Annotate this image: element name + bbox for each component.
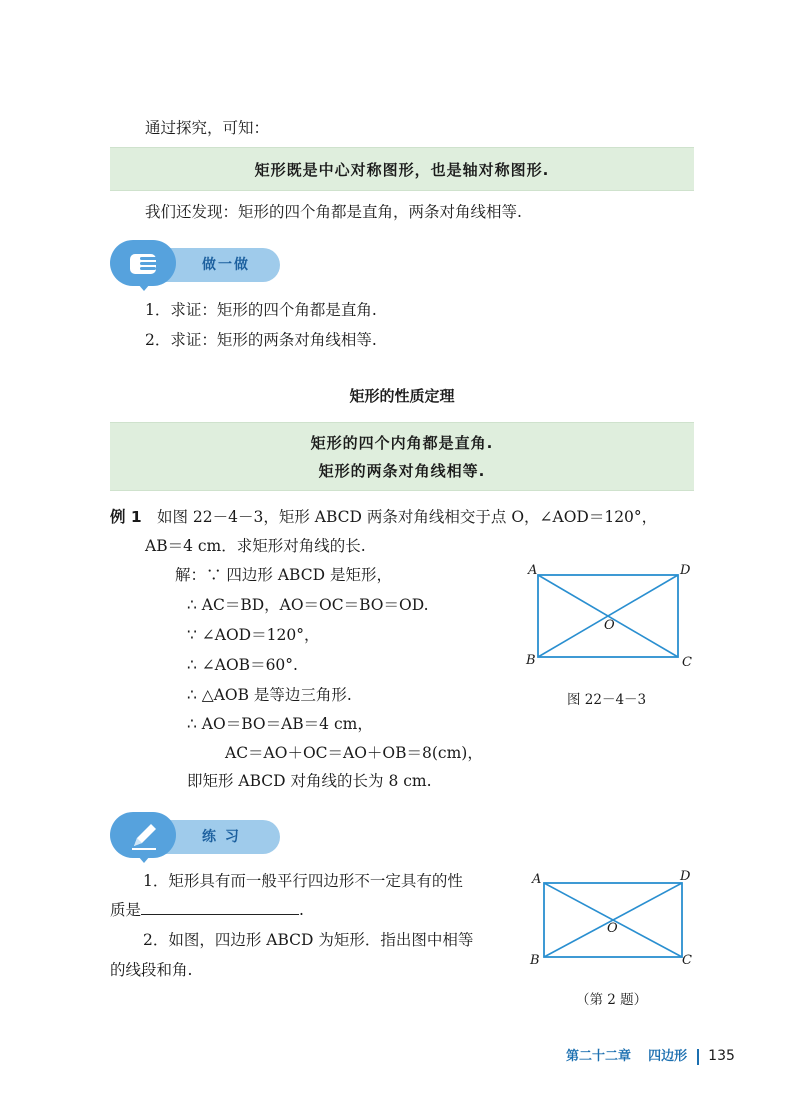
practice-q1-line-1: 1．矩形具有而一般平行四边形不一定具有的性 <box>143 872 463 890</box>
page-footer <box>566 1045 735 1065</box>
practice-q2-line-2: 的线段和角. <box>110 961 193 979</box>
answer-blank[interactable] <box>141 900 299 915</box>
figure1-label-c: C <box>682 655 692 670</box>
hand-icon <box>126 248 162 278</box>
badge-pointer <box>138 856 150 863</box>
activity-label: 做一做 <box>202 257 250 273</box>
example-label: 例 1 <box>110 508 142 526</box>
solution-line-1: 解：∵ 四边形 ABCD 是矩形， <box>175 566 392 584</box>
practice-q1-line-2 <box>110 899 304 921</box>
theorem-line-2: 矩形的两条对角线相等. <box>318 462 486 480</box>
practice-q1-prefix: 质是 <box>110 901 142 919</box>
pencil-icon <box>128 818 160 852</box>
solution-line-3: ∵ ∠AOD＝120°， <box>187 626 320 644</box>
figure1-label-b: B <box>526 653 536 668</box>
practice-badge <box>110 812 282 864</box>
solution-line-8: 即矩形 ABCD 对角线的长为 8 cm. <box>187 772 432 790</box>
figure1-label-d: D <box>680 563 691 578</box>
rectangle-figure-2 <box>522 866 702 972</box>
badge-pointer <box>138 284 150 291</box>
figure2-caption: （第 2 题） <box>576 992 648 1008</box>
theorem-box <box>110 422 694 491</box>
figure1-label-a: A <box>528 563 538 578</box>
page-number: 135 <box>708 1048 735 1064</box>
rectangle-figure-1 <box>520 560 700 672</box>
figure2-label-b: B <box>530 953 540 968</box>
intro-text: 通过探究，可知： <box>145 119 270 137</box>
example-problem-line-2: AB＝4 cm．求矩形对角线的长. <box>145 537 366 555</box>
solution-line-2: ∴ AC＝BD，AO＝OC＝BO＝OD. <box>187 596 429 614</box>
discovery-text: 我们还发现：矩形的四个角都是直角，两条对角线相等. <box>145 203 522 221</box>
theorem-title: 矩形的性质定理 <box>349 387 455 405</box>
solution-line-7: AC＝AO＋OC＝AO＋OB＝8(cm)， <box>225 744 483 762</box>
figure1-label-o: O <box>604 618 615 633</box>
example-problem-line-1: 如图 22－4－3，矩形 ABCD 两条对角线相交于点 O，∠AOD＝120°， <box>157 508 658 526</box>
conclusion-box <box>110 147 694 191</box>
practice-label: 练 习 <box>202 829 241 845</box>
solution-line-4: ∴ ∠AOB＝60°. <box>187 656 298 674</box>
conclusion-text: 矩形既是中心对称图形，也是轴对称图形. <box>254 161 550 179</box>
practice-q2-line-1: 2．如图，四边形 ABCD 为矩形．指出图中相等 <box>143 931 474 949</box>
figure1-caption: 图 22－4－3 <box>567 692 647 708</box>
footer-chapter: 第二十二章 <box>566 1049 632 1064</box>
activity-badge <box>110 240 282 292</box>
figure2-label-c: C <box>682 953 692 968</box>
footer-title: 四边形 <box>648 1049 688 1064</box>
figure2-label-d: D <box>680 869 691 884</box>
solution-line-6: ∴ AO＝BO＝AB＝4 cm， <box>187 715 373 733</box>
footer-separator <box>697 1049 699 1065</box>
theorem-line-1: 矩形的四个内角都是直角. <box>310 434 494 452</box>
practice-q1-suffix: . <box>299 901 304 919</box>
activity-item-1: 1．求证：矩形的四个角都是直角. <box>145 301 377 319</box>
figure2-label-a: A <box>532 872 542 887</box>
activity-item-2: 2．求证：矩形的两条对角线相等. <box>145 331 377 349</box>
solution-line-5: ∴ △AOB 是等边三角形. <box>187 686 352 704</box>
figure2-label-o: O <box>607 921 618 936</box>
